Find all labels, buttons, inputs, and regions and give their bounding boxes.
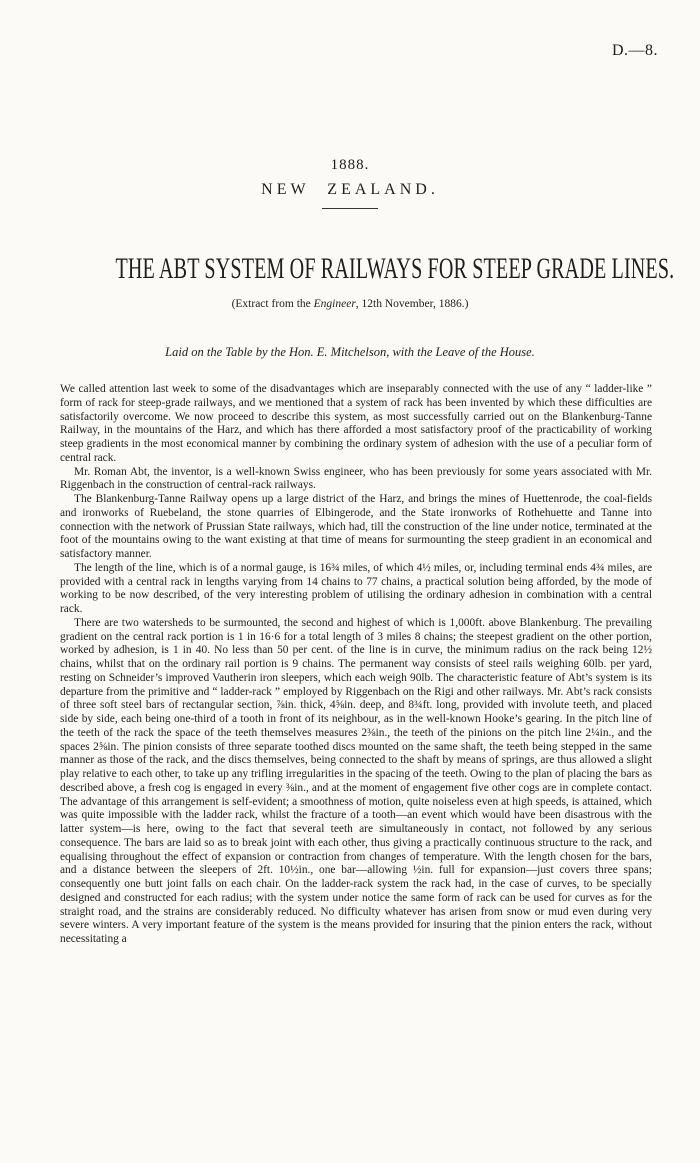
paragraph-3: The Blankenburg-Tanne Railway opens up a large district of the Harz, and brings the mines of Huettenrode, the coal-fields and ironworks of Ruebeland, the stone quarries of Elbingerode, and the State ironworks of Rothehuette and Tanne into connection with the network of Prussian State railways, which had, till the construction of the line under notice, terminated at the foot of the mountains owing to the want existing at that time of means for surmounting the steep gradient in an economical and satisfactory manner.	[60, 493, 652, 560]
document-title: THE ABT SYSTEM OF RAILWAYS FOR STEEP GRADE LINES.	[115, 252, 675, 285]
document-year: 1888.	[330, 157, 370, 173]
citation-suffix: , 12th November, 1886.)	[355, 298, 469, 310]
paragraph-4: The length of the line, which is of a normal gauge, is 16¾ miles, of which 4½ miles, or, including terminal ends 4¾ miles, are provided with a central rack in lengths varying from 14 chains to 77 chains, a practical solution being afforded, by the mode of working to be now described, of the very interesting problem of utilising the ordinary adhesion in combination with a central rack.	[60, 561, 652, 615]
laid-on-table-notice: Laid on the Table by the Hon. E. Mitchelson, with the Leave of the House.	[165, 345, 535, 359]
source-citation	[0, 298, 700, 310]
citation-prefix: (Extract from the	[231, 298, 314, 310]
title-divider	[322, 208, 378, 209]
paragraph-2: Mr. Roman Abt, the inventor, is a well-known Swiss engineer, who has been previously for some years associated with Mr. Riggenbach in the construction of central-rack railways.	[60, 465, 652, 492]
article-body	[60, 383, 652, 947]
paragraph-1: We called attention last week to some of the disadvantages which are inseparably connected with the use of any “ ladder-like ” form of rack for steep-grade railways, and we mentioned that a system of rack has been invented by which these difficulties are satisfactorily overcome. We now proceed to describe this system, as most successfully carried out on the Blankenburg-Tanne Railway, in the mountains of the Harz, and which has there afforded a most satisfactory proof of the practicability of working steep gradients in the most economical manner by combining the ordinary system of adhesion with the use of a peculiar form of central rack.	[60, 383, 652, 464]
document-country: NEW ZEALAND.	[261, 181, 439, 198]
citation-publication: Engineer	[313, 298, 356, 310]
page-reference: D.—8.	[611, 42, 658, 59]
paragraph-5: There are two watersheds to be surmounted, the second and highest of which is 1,000ft. above Blankenburg. The prevailing gradient on the central rack portion is 1 in 16·6 for a total length of 3 miles 8 chains; the steepest gradient on the other portion, worked by adhesion, is 1 in 40. No less than 50 per cent. of the line is in curve, the minimum radius on the rack being 12½ chains, whilst that on the ordinary rail portion is 9 chains. The permanent way consists of steel rails weighing 60lb. per yard, resting on Schneider’s improved Vautherin iron sleepers, which each weigh 90lb. The characteristic feature of Abt’s system is its departure from the primitive and “ ladder-rack ” employed by Riggenbach on the Rigi and other railways. Mr. Abt’s rack consists of three soft steel bars of rectangular section, ⅞in. thick, 4⅝in. deep, and 8¾ft. long, provided with involute teeth, and placed side by side, each being one-third of a tooth in front of its neighbour, as in the well-known Hooke’s gearing. In the pitch line of the teeth of the rack the space of the teeth themselves measures 2⅜in., the teeth of the pinions on the pitch line 2¼in., and the spaces 2⅝in. The pinion consists of three separate toothed discs mounted on the same shaft, the teeth being stepped in the same manner as those of the rack, and the discs themselves, being connected to the shaft by means of springs, are thus allowed a slight play relative to each other, to take up any trifling irregularities in the spacing of the teeth. Owing to the plan of placing the bars as described above, a fresh cog is engaged in every ⅜in., and at the moment of engagement five other cogs are in complete contact. The advantage of this arrangement is self-evident; a smoothness of motion, quite noiseless even at high speeds, is attained, which was quite impossible with the ladder rack, whilst the fracture of a tooth—an event which would have been disastrous with the latter system—is here, owing to the fact that several teeth are simultaneously in contact, not followed by any serious consequence. The bars are laid so as to break joint with each other, thus giving a practically continuous structure to the rack, and equalising throughout the effect of expansion or contraction from changes of temperature. With the length chosen for the bars, and a distance between the sleepers of 2ft. 10½in., one bar—allowing ½in. full for expansion—just covers three spans; consequently one butt joint falls on each chair. On the ladder-rack system the rack had, in the case of curves, to be specially designed and constructed for each radius; with the system under notice the same form of rack can be used for curves as for the straight road, and the strains are considerably reduced. No difficulty whatever has arisen from snow or mud even during very severe winters. A very important feature of the system is the means provided for insuring that the pinion enters the rack, without necessitating a	[60, 616, 652, 945]
